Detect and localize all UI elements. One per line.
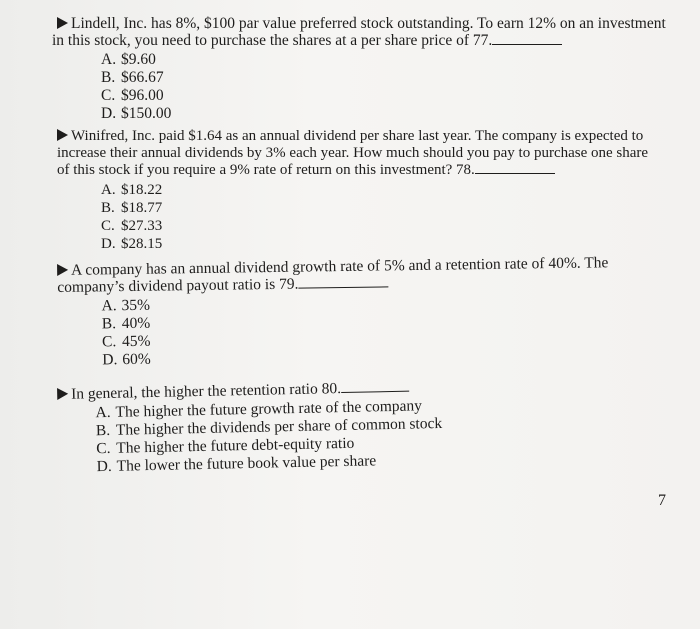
question-79 — [57, 254, 610, 370]
option-b[interactable]: B. $18.77 — [101, 200, 163, 216]
option-c[interactable]: C. $27.33 — [101, 218, 163, 234]
option-a[interactable]: A. $9.60 — [101, 51, 156, 68]
options-list — [101, 290, 609, 369]
option-d[interactable]: D. $28.15 — [101, 236, 163, 252]
bullet-arrow-icon — [57, 264, 68, 276]
option-b[interactable]: B. The higher the dividends per share of common stock — [95, 414, 443, 440]
option-a[interactable]: A. The higher the future growth rate of the company — [95, 397, 423, 422]
stem-line: A company has an annual dividend growth rate of 5% and a retention rate of 40%. The — [57, 254, 608, 279]
bullet-arrow-icon — [57, 388, 68, 400]
bullet-arrow-icon — [57, 129, 68, 141]
option-c[interactable]: C. $96.00 — [101, 87, 164, 104]
stem-line: Winifred, Inc. paid $1.64 as an annual dividend per share last year. The company is expected to — [57, 128, 648, 145]
stem-line: of this stock if you require a 9% rate of return on this investment? 78. — [57, 162, 648, 179]
question-stem — [57, 128, 648, 179]
options-list — [95, 397, 443, 476]
bullet-arrow-icon — [57, 17, 68, 29]
question-80 — [57, 378, 443, 477]
stem-line: company’s dividend payout ratio is 79. — [57, 271, 608, 296]
option-b[interactable]: B. 40% — [101, 314, 151, 333]
question-78 — [57, 128, 648, 253]
option-a[interactable]: A. $18.22 — [101, 182, 163, 198]
stem-line: Lindell, Inc. has 8%, $100 par value preferred stock outstanding. To earn 12% on an investment — [57, 15, 666, 32]
option-a[interactable]: A. 35% — [101, 296, 151, 315]
options-list — [101, 181, 648, 253]
option-c[interactable]: C. The higher the future debt-equity ratio — [96, 434, 355, 458]
option-d[interactable]: D. $150.00 — [101, 105, 172, 122]
option-b[interactable]: B. $66.67 — [101, 69, 164, 86]
option-d[interactable]: D. The lower the future book value per share — [96, 452, 377, 476]
stem-line: In general, the higher the retention ratio 80. — [57, 378, 442, 403]
stem-line: in this stock, you need to purchase the shares at a per share price of 77. — [52, 32, 666, 49]
option-c[interactable]: C. 45% — [102, 332, 151, 351]
question-77 — [52, 15, 666, 123]
answer-blank[interactable] — [298, 285, 388, 288]
answer-blank[interactable] — [475, 172, 555, 174]
options-list — [101, 51, 666, 123]
question-stem — [57, 254, 609, 296]
question-stem — [52, 15, 666, 49]
answer-blank[interactable] — [341, 390, 409, 393]
page-number: 7 — [658, 492, 666, 509]
option-d[interactable]: D. 60% — [102, 350, 151, 369]
stem-line: increase their annual dividends by 3% each year. How much should you pay to purchase one share — [57, 145, 649, 161]
answer-blank[interactable] — [492, 43, 562, 45]
